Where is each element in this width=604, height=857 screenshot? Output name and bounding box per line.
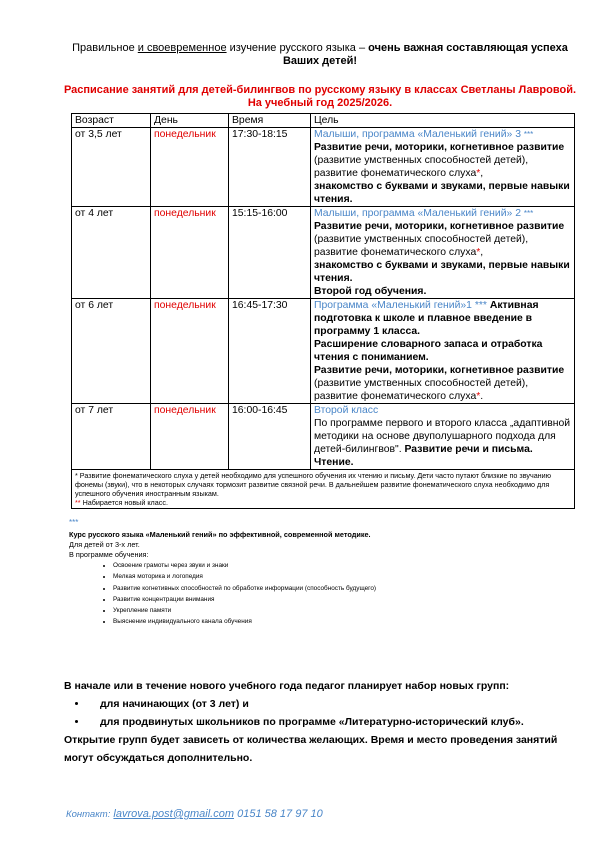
list-item: • для начинающих (от 3 лет) и (88, 695, 584, 713)
course-description (69, 530, 569, 628)
program-name: Малыши, программа «Маленький гений» 2 (314, 208, 521, 219)
list-item: • Выяснение индивидуального канала обучения (113, 616, 569, 627)
course-includes: В программе обучения: (69, 550, 149, 559)
cell-age: от 4 лет (72, 207, 151, 299)
intro-underlined: и своевременное (137, 42, 227, 54)
program-name: Малыши, программа «Маленький гений» 3 (314, 129, 521, 140)
table-row (72, 299, 575, 404)
footnote-2-text: Набирается новый класс. (80, 498, 168, 507)
recruit-list (64, 695, 584, 731)
recruitment-section (64, 677, 584, 767)
intro-text-2: изучение русского языка – (226, 42, 369, 54)
cell-goal: Малыши, программа «Маленький гений» 3 *** Развитие речи, моторики, когнетивное развитие (развитие умственных способностей детей), развитие фонематического слуха*, знакомство с буквами и звуками, первые навыки чтения. (311, 128, 575, 207)
intro-text: Правильное (72, 42, 138, 54)
header-day: День (151, 114, 229, 128)
recruit-intro: В начале или в течение нового учебного года педагог планирует набор новых групп: (64, 680, 510, 692)
cell-age: от 3,5 лет (72, 128, 151, 207)
header-age: Возраст (72, 114, 151, 128)
footnote-row (72, 470, 575, 509)
cell-goal: Программа «Маленький гений»1 *** Активная подготовка к школе и плавное введение в программу 1 класса. Расширение словарного запаса и отработка чтения с пониманием. Развитие речи, моторики, когнетивное развитие (развитие умственных способностей детей), развитие фонематического слуха*. (311, 299, 575, 404)
goal-bold-3: Второй год обучения. (314, 286, 427, 297)
schedule-title-line1: Расписание занятий для детей-билингвов по русскому языку в классах Светланы Лавровой. (63, 84, 577, 96)
course-age: Для детей от 3-х лет. (69, 540, 140, 549)
footnotes (72, 470, 575, 509)
table-row (72, 207, 575, 299)
footnote-mark: * (476, 247, 481, 258)
course-title: Курс русского языка «Маленький гений» по эффективной, современной методике. (69, 530, 371, 539)
cell-time: 15:15-16:00 (229, 207, 311, 299)
contact-email-link[interactable]: lavrova.post@gmail.com (113, 808, 235, 820)
list-item: • Укрепление памяти (113, 605, 569, 616)
goal-bold: Развитие речи, моторики, когнетивное развитие (314, 142, 565, 153)
goal-bold: Развитие речи и письма. Чтение. (314, 444, 533, 468)
cell-time: 16:00-16:45 (229, 404, 311, 470)
goal-bold-2: знакомство с буквами и звуками, первые навыки чтения. (314, 181, 570, 205)
goal-text: (развитие умственных способностей детей), развитие фонематического слуха (314, 378, 529, 402)
list-item: • Развитие концентрации внимания (113, 594, 569, 605)
contact-label: Контакт: (66, 809, 111, 820)
stars-mark: *** (523, 130, 534, 139)
stars-mark: *** (523, 209, 534, 218)
course-list (69, 560, 569, 628)
table-row (72, 404, 575, 470)
goal-text: По программе первого и второго класса „адаптивной методики на основе двуполушарного подхода для детей-билингвов". (314, 418, 571, 455)
list-item: • Мелкая моторика и логопедия (113, 571, 569, 582)
cell-goal (311, 404, 575, 470)
list-item: • Развитие когнетивных способностей по обработке информации (способность будущего) (113, 583, 569, 594)
intro-bold: очень важная составляющая успеха Ваших детей! (282, 42, 568, 67)
goal-bold-2: знакомство с буквами и звуками, первые навыки чтения. (314, 260, 570, 284)
header-goal: Цель (311, 114, 575, 128)
stars-mark: *** (474, 300, 487, 311)
footnote-1: * Развитие фонематического слуха у детей необходимо для успешного обучения их чтению и письму. Дети часто путают близкие по звучанию фонемы (звуки), что в некоторых случаях тормозит развитие связной речи. В дальнейшем развитие фонематического слуха необходимо для успешного обучения иностранным языкам. (75, 471, 552, 498)
recruit-outro: Открытие групп будет зависеть от количества желающих. Время и место проведения занятий могут обсуждаться дополнительно. (64, 734, 558, 764)
cell-time: 17:30-18:15 (229, 128, 311, 207)
goal-bold: Активная подготовка к школе и плавное введение в программу 1 класса. (314, 300, 539, 337)
list-item: • Освоение грамоты через звуки и знаки (113, 560, 569, 571)
program-name: Программа «Маленький гений»1 (314, 300, 472, 311)
goal-bold-3: Развитие речи, моторики, когнетивное развитие (314, 365, 565, 376)
program-name: Второй класс (314, 405, 379, 416)
cell-day: понедельник (151, 404, 229, 470)
table-row (72, 128, 575, 207)
cell-age: от 6 лет (72, 299, 151, 404)
list-item: • для продвинутых школьников по программе «Литературно-исторический клуб». (88, 713, 584, 731)
goal-bold-2: Расширение словарного запаса и отработка чтения с пониманием. (314, 339, 543, 363)
footnote-mark: * (476, 168, 481, 179)
intro-paragraph (60, 42, 580, 68)
table-header-row (72, 114, 575, 128)
schedule-title-line2: На учебный год 2025/2026. (247, 97, 393, 109)
schedule-table (71, 113, 575, 509)
goal-text: (развитие умственных способностей детей), развитие фонематического слуха (314, 234, 529, 258)
goal-bold: Развитие речи, моторики, когнетивное развитие (314, 221, 565, 232)
footnote-2 (75, 498, 571, 507)
cell-day: понедельник (151, 207, 229, 299)
footnote-2-mark: ** (75, 498, 81, 507)
cell-time: 16:45-17:30 (229, 299, 311, 404)
contact-line (66, 808, 323, 820)
cell-age: от 7 лет (72, 404, 151, 470)
header-time: Время (229, 114, 311, 128)
cell-goal: Малыши, программа «Маленький гений» 2 *** Развитие речи, моторики, когнетивное развитие (развитие умственных способностей детей), развитие фонематического слуха*, знакомство с буквами и звуками, первые навыки чтения. Второй год обучения. (311, 207, 575, 299)
footnote-mark: * (476, 391, 481, 402)
goal-text: (развитие умственных способностей детей), развитие фонематического слуха (314, 155, 529, 179)
cell-day: понедельник (151, 299, 229, 404)
schedule-title (60, 84, 580, 110)
cell-day: понедельник (151, 128, 229, 207)
contact-phone: 0151 58 17 97 10 (237, 808, 323, 820)
course-stars: *** (69, 518, 79, 527)
